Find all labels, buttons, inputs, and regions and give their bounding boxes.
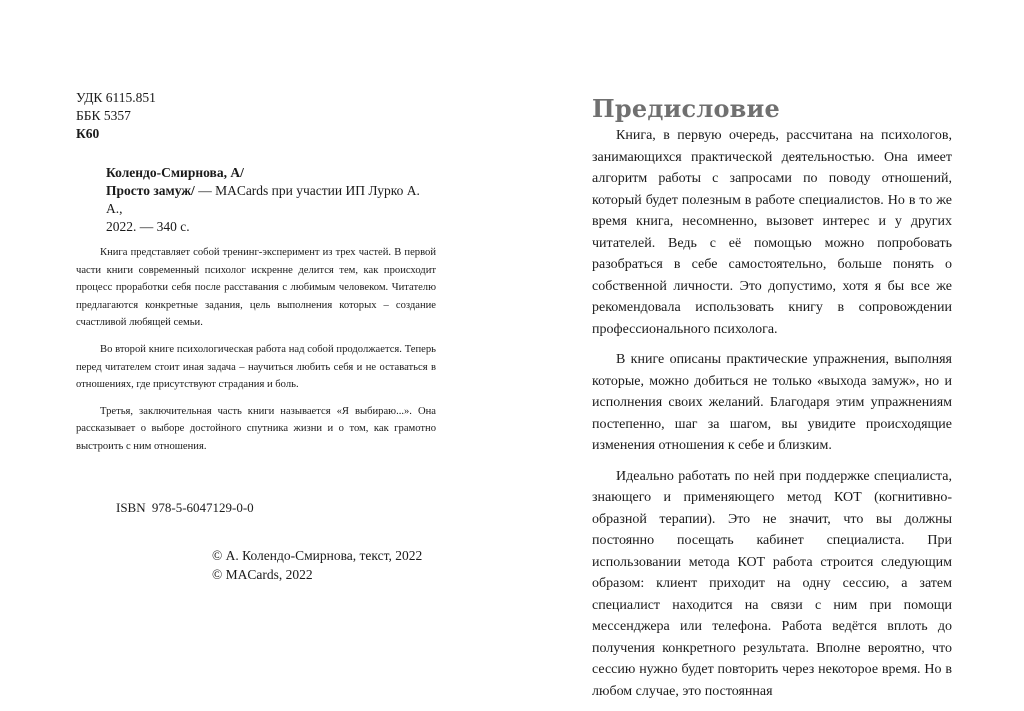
isbn: ISBN 978-5-6047129-0-0 <box>116 500 254 515</box>
bbk-code: ББК 5357 <box>76 108 131 123</box>
preface-paragraph: Книга, в первую очередь, рассчитана на психологов, занимающихся практической деятельностью. Она имеет алгоритм работы с запросами по поводу отношений, который будет полезным в работе специалистов. Но в то же время книга, несомненно, вызовет интерес и у других читателей. Ведь с её помощью можно попробовать разобраться в себе самостоятельно, больше понять о собственной личности. Это допустимо, хотя я бы все же рекомендовала использовать книгу в сопровождении профессионального психолога. <box>592 128 952 337</box>
bibliographic-record <box>106 164 436 236</box>
record-publisher: — MACards при участии ИП Лурко А. А., <box>106 183 420 216</box>
annotation-paragraph: Третья, заключительная часть книги называется «Я выбираю...». Она рассказывает о выборе достойного спутника жизни и о том, как грамотно выстроить с ним отношения. <box>76 405 436 452</box>
preface-paragraph: В книге описаны практические упражнения, выполняя которые, можно добиться не только «выхода замуж», но и исполнения своих желаний. Благодаря этим упражнениям постепенно, шаг за шагом, вы увидите происходящие изменения отношения к себе и близким. <box>592 352 952 453</box>
copyright-line: © А. Колендо-Смирнова, текст, 2022 <box>212 548 423 563</box>
preface-paragraph: Идеально работать по ней при поддержке специалиста, знающего и применяющего метод КОТ (когнитивно-образной терапии). Это не значит, что вы должны постоянно посещать кабинет специалиста. При использовании метода КОТ работа строится следующим образом: клиент приходит на одну сессию, а затем специалист находится на связи с ним при помощи мессенджера или телефона. Работа ведётся вплоть до получения конкретного результата. Вполне вероятно, что сессию нужно будет повторить через некоторое время. Но в любом случае, это постоянная <box>592 468 952 699</box>
record-year-pages: 2022. — 340 с. <box>106 219 190 234</box>
record-title: Просто замуж/ <box>106 183 195 198</box>
preface-body <box>592 125 952 711</box>
record-author: Колендо-Смирнова, А/ <box>106 165 244 180</box>
author-mark: К60 <box>76 126 100 141</box>
annotation-paragraph: Книга представляет собой тренинг-эксперимент из трех частей. В первой части книги современный психолог искренне делится тем, как происходит процесс проработки себя после расставания с любимым человеком. Читателю предлагаются конкретные задания, цель выполнения которых – создание счастливой любящей семьи. <box>76 247 436 329</box>
right-page <box>512 0 1024 710</box>
copyright-line: © MACards, 2022 <box>212 567 313 582</box>
annotation-paragraph: Во второй книге психологическая работа над собой продолжается. Теперь перед читателем стоит иная задача – научиться любить себя и не оставаться в отношениях, где присутствуют страдания и боль. <box>76 343 436 391</box>
udk-code: УДК 6115.851 <box>76 90 156 105</box>
preface-heading: Предисловие <box>592 94 781 123</box>
left-page <box>0 0 512 710</box>
classification-block <box>76 89 156 143</box>
copyright-block <box>212 546 422 584</box>
annotation <box>76 244 436 465</box>
